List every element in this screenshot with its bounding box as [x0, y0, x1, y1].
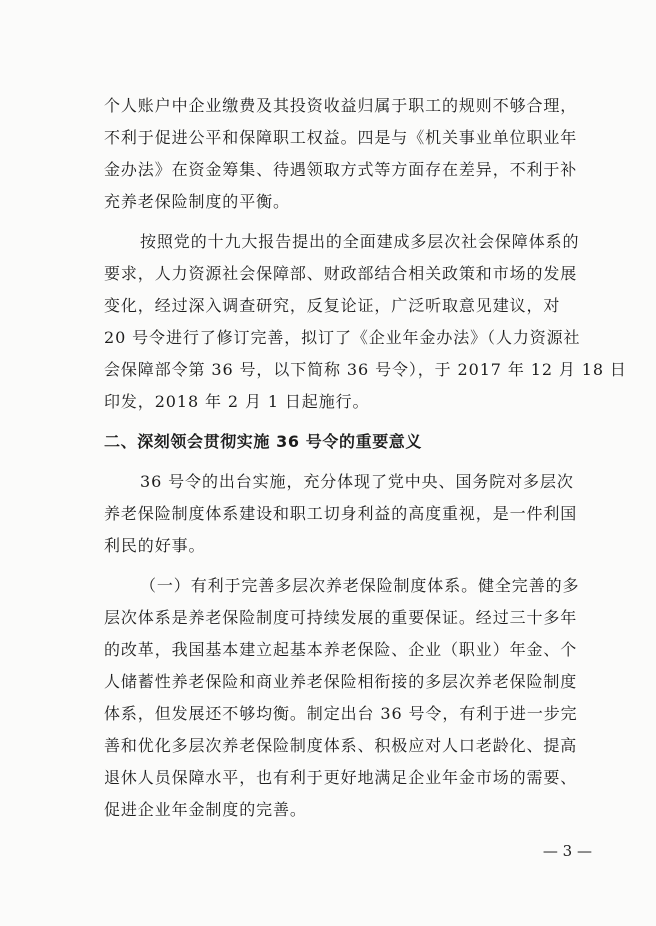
text-line: 个人账户中企业缴费及其投资收益归属于职工的规则不够合理，: [104, 96, 578, 115]
text-line: 体系，但发展还不够均衡。制定出台 36 号令，有利于进一步完: [104, 704, 578, 723]
text-line: 不利于促进公平和保障职工权益。四是与《机关事业单位职业年: [104, 128, 578, 147]
section-heading: 二、深刻领会贯彻实施 36 号令的重要意义: [104, 432, 423, 451]
text-line: 层次体系是养老保险制度可持续发展的重要保证。经过三十多年: [104, 608, 578, 627]
text-line: 金办法》在资金筹集、待遇领取方式等方面存在差异，不利于补: [104, 160, 578, 179]
text-line: 要求，人力资源社会保障部、财政部结合相关政策和市场的发展: [104, 264, 578, 283]
text-line: 善和优化多层次养老保险制度体系、积极应对人口老龄化、提高: [104, 736, 578, 755]
text-line: 变化，经过深入调查研究，反复论证，广泛听取意见建议，对: [104, 296, 561, 315]
text-line: 人储蓄性养老保险和商业养老保险相衔接的多层次养老保险制度: [104, 672, 578, 691]
text-line: 20 号令进行了修订完善，拟订了《企业年金办法》（人力资源社: [104, 328, 581, 347]
text-line: 利民的好事。: [104, 536, 206, 555]
text-line: （一）有利于完善多层次养老保险制度体系。健全完善的多: [140, 576, 580, 595]
text-line: 36 号令的出台实施，充分体现了党中央、国务院对多层次: [140, 472, 574, 491]
text-line: 的改革，我国基本建立起基本养老保险、企业（职业）年金、个: [104, 640, 578, 659]
page-number: — 3 —: [542, 842, 592, 860]
text-line: 促进企业年金制度的完善。: [104, 800, 307, 819]
text-line: 充养老保险制度的平衡。: [104, 192, 290, 211]
text-line: 会保障部令第 36 号，以下简称 36 号令），于 2017 年 12 月 18 日: [104, 360, 627, 379]
text-line: 养老保险制度体系建设和职工切身利益的高度重视，是一件利国: [104, 504, 578, 523]
text-line: 印发，2018 年 2 月 1 日起施行。: [104, 392, 370, 411]
text-line: 退休人员保障水平，也有利于更好地满足企业年金市场的需要、: [104, 768, 578, 787]
text-line: 按照党的十九大报告提出的全面建成多层次社会保障体系的: [140, 232, 580, 251]
